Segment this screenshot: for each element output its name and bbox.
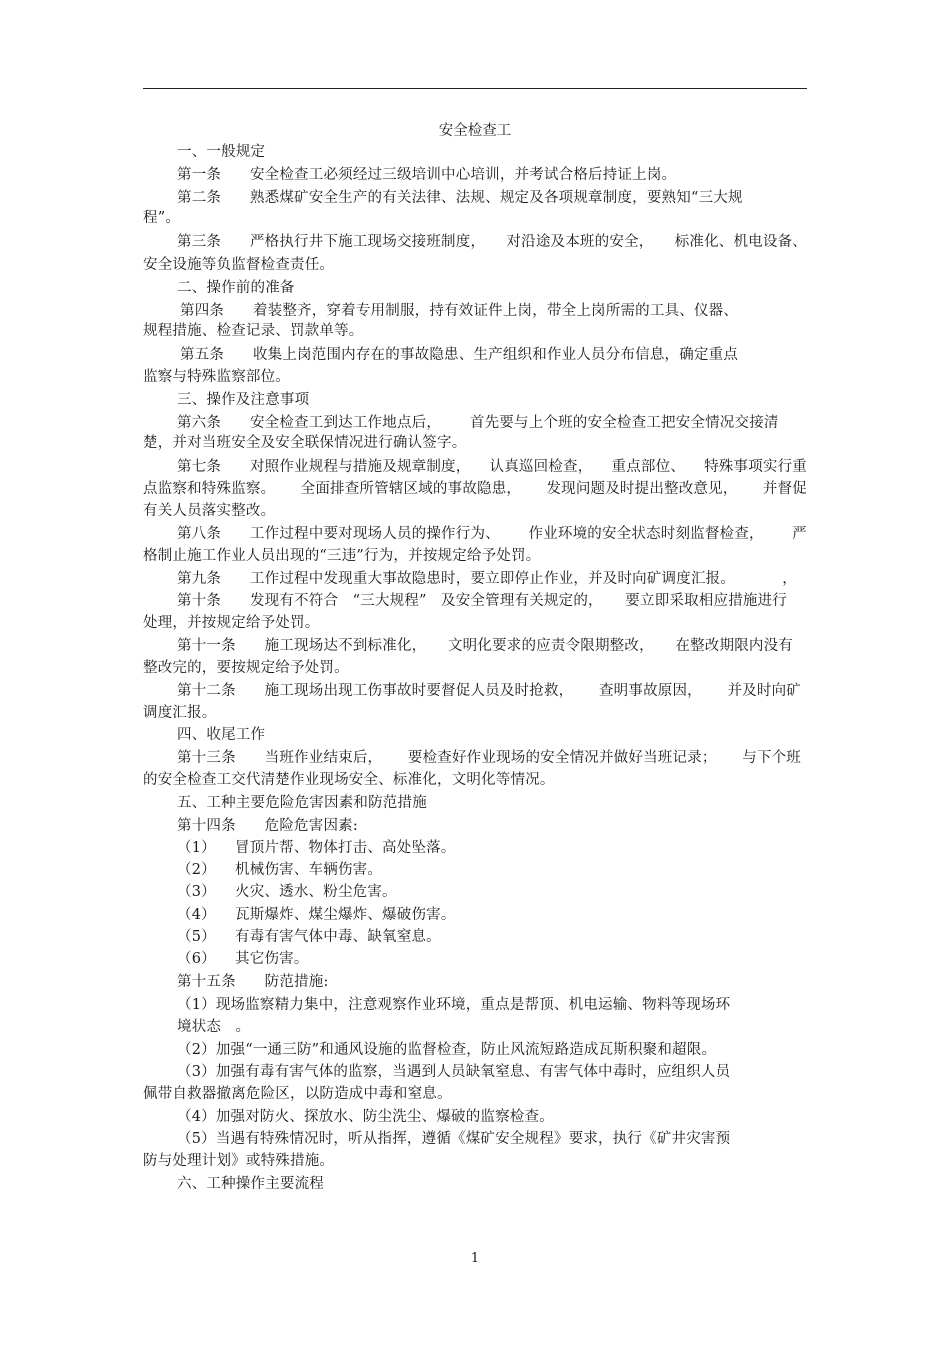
text-line: （5） 有毒有害气体中毒、缺氧窒息。 — [177, 929, 441, 945]
text-line — [177, 524, 807, 544]
text-line: （1） 冒顶片帮、物体打击、高处坠落。 — [177, 840, 456, 856]
text-segment: 文明化要求的应责令限期整改， — [447, 638, 654, 654]
text-line: （2）加强“一通三防”和通风设施的监督检查，防止风流短路造成瓦斯积聚和超限。 — [177, 1042, 717, 1058]
text-segment: 与下个班 — [742, 750, 801, 766]
text-line: 的安全检查工交代清楚作业现场安全、标准化，文明化等情况。 — [143, 772, 555, 788]
text-segment: 并督促 — [762, 481, 807, 497]
text-segment: 全面排查所管辖区域的事故隐患， — [300, 481, 522, 497]
text-segment: 第八条 工作过程中要对现场人员的操作行为、 — [177, 526, 500, 542]
text-line: 楚，并对当班安全及安全联保情况进行确认签字。 — [143, 435, 467, 451]
text-line: 第一条 安全检查工必须经过三级培训中心培训，并考试合格后持证上岗。 — [177, 167, 677, 183]
text-line: （3）加强有毒有害气体的监察，当遇到人员缺氧窒息、有害气体中毒时，应组织人员 — [177, 1064, 731, 1080]
text-line: （4） 瓦斯爆炸、煤尘爆炸、爆破伤害。 — [177, 907, 456, 923]
text-segment: 发现问题及时提出整改意见， — [546, 481, 738, 497]
text-line: 处理，并按规定给予处罚。 — [143, 615, 320, 631]
text-segment: 对沿途及本班的安全， — [506, 234, 654, 250]
text-segment: 第十二条 施工现场出现工伤事故时要督促人员及时抢救， — [177, 683, 574, 699]
text-segment: 认真巡回检查， — [489, 459, 593, 475]
text-segment: 点监察和特殊监察。 — [143, 481, 276, 497]
text-line: 佩带自救器撤离危险区，以防造成中毒和窒息。 — [143, 1086, 452, 1102]
text-line: 四、收尾工作 — [177, 727, 266, 743]
text-line: 第二条 熟悉煤矿安全生产的有关法律、法规、规定及各项规章制度，要熟知“三大规 — [177, 190, 743, 206]
text-line: 第十四条 危险危害因素: — [177, 818, 358, 834]
text-segment: 在整改期限内没有 — [675, 638, 793, 654]
text-line: 第十五条 防范措施: — [177, 974, 329, 990]
text-line: （6） 其它伤害。 — [177, 951, 309, 967]
text-segment: 第十条 发现有不符合 “三大规程” 及安全管理有关规定的， — [177, 593, 603, 609]
text-line: 第六条 安全检查工到达工作地点后， 首先要与上个班的安全检查工把安全情况交接清 — [177, 415, 779, 431]
text-line: 有关人员落实整改。 — [143, 503, 276, 519]
text-segment: 重点部位、 — [611, 459, 686, 475]
text-line — [177, 591, 787, 611]
text-segment: 第七条 对照作业规程与措施及规章制度， — [177, 459, 471, 475]
text-line: （5）当遇有特殊情况时，听从指挥，遵循《煤矿安全规程》要求，执行《矿井灾害预 — [177, 1131, 731, 1147]
text-line: 第五条 收集上岗范围内存在的事故隐患、生产组织和作业人员分布信息，确定重点 — [180, 347, 739, 363]
text-line: 监察与特殊监察部位。 — [143, 369, 290, 385]
text-line: （1）现场监察精力集中，注意观察作业环境，重点是帮顶、机电运输、物料等现场环 — [177, 997, 731, 1013]
document-title: 安全检查工 — [438, 123, 512, 139]
text-segment: 并及时向矿 — [727, 683, 801, 699]
header-rule — [143, 88, 807, 89]
text-line: 三、操作及注意事项 — [177, 392, 310, 408]
text-segment: 作业环境的安全状态时刻监督检查， — [528, 526, 764, 542]
text-segment: 要检查好作业现场的安全情况并做好当班记录； — [407, 750, 717, 766]
text-line: （3） 火灾、透水、粉尘危害。 — [177, 884, 397, 900]
text-line: 二、操作前的准备 — [177, 280, 295, 296]
page-number: 1 — [470, 1251, 480, 1266]
text-line — [177, 748, 801, 768]
text-line: 境状态 。 — [177, 1019, 251, 1035]
text-line — [177, 636, 793, 656]
text-segment: 特殊事项实行重 — [704, 459, 807, 475]
text-segment: 第三条 严格执行井下施工现场交接班制度， — [177, 234, 486, 250]
text-line: 格制止施工作业人员出现的“三违”行为，并按规定给予处罚。 — [143, 548, 541, 564]
text-line — [177, 569, 797, 589]
text-line — [177, 681, 801, 701]
text-line — [177, 232, 807, 252]
text-segment: 第十一条 施工现场达不到标准化， — [177, 638, 427, 654]
text-line: 程”。 — [143, 210, 181, 226]
text-segment: 严 — [792, 526, 807, 542]
text-line: 安全设施等负监督检查责任。 — [143, 257, 335, 273]
text-segment: 第九条 工作过程中发现重大事故隐患时，要立即停止作业，并及时向矿调度汇报。 — [177, 571, 736, 587]
text-segment: 标准化、机电设备、 — [674, 234, 807, 250]
text-line: 防与处理计划》或特殊措施。 — [143, 1153, 335, 1169]
text-line — [177, 457, 807, 477]
text-line: 调度汇报。 — [143, 705, 217, 721]
text-line: 六、工种操作主要流程 — [177, 1176, 324, 1192]
text-line: 整改完的，要按规定给予处罚。 — [143, 660, 349, 676]
text-segment: ， — [782, 571, 797, 587]
text-line: 一、一般规定 — [177, 144, 266, 160]
text-line: 第四条 着装整齐，穿着专用制服，持有效证件上岗，带全上岗所需的工具、仪器、 — [180, 303, 739, 319]
text-segment: 要立即采取相应措施进行 — [625, 593, 787, 609]
text-line: 五、工种主要危险危害因素和防范措施 — [177, 795, 427, 811]
text-line: 规程措施、检查记录、罚款单等。 — [143, 323, 364, 339]
text-line: （2） 机械伤害、车辆伤害。 — [177, 862, 383, 878]
text-line — [143, 479, 807, 499]
text-segment: 查明事故原因， — [598, 683, 702, 699]
text-line: （4）加强对防火、探放水、防尘洗尘、爆破的监察检查。 — [177, 1109, 554, 1125]
text-segment: 第十三条 当班作业结束后， — [177, 750, 383, 766]
